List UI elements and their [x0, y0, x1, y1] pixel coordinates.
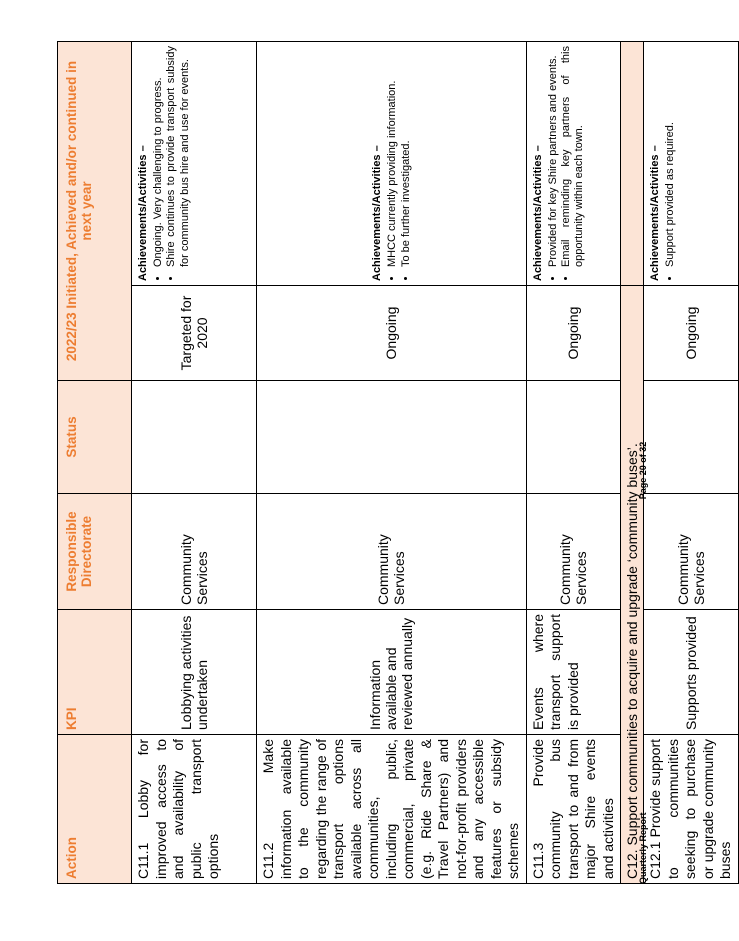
footer-report-title: Quarterly Report	[638, 812, 648, 884]
achievements-cell	[257, 42, 527, 286]
list-item: • Email reminding key partners of this opportunity within each town.	[560, 46, 587, 267]
header-initiated: 2022/23 Initiated, Achieved and/or continued in next year	[58, 42, 132, 381]
report-table	[57, 41, 739, 884]
header-status: Status	[58, 381, 132, 494]
kpi-cell: Lobbying activities undertaken	[132, 610, 257, 735]
table-row	[644, 42, 739, 884]
responsible-cell: Community Services	[132, 494, 257, 610]
timing-cell: Ongoing	[644, 286, 739, 381]
achievements-cell	[132, 42, 257, 286]
achievements-list	[547, 46, 587, 281]
achievements-title: Achievements/Activities –	[531, 145, 544, 281]
list-item: • MHCC currently providing information.	[386, 46, 399, 267]
header-kpi: KPI	[58, 610, 132, 735]
achievements-title: Achievements/Activities –	[649, 145, 661, 281]
achievements-list	[664, 46, 677, 281]
header-action: Action	[58, 735, 132, 884]
list-item: • Ongoing. Very challenging to progress.	[152, 46, 165, 267]
table-row	[526, 42, 621, 884]
achievements-list	[386, 46, 413, 281]
header-row	[58, 42, 132, 884]
responsible-cell: Community Services	[257, 494, 527, 610]
kpi-cell: Information available and reviewed annually	[257, 610, 527, 735]
footer-page-number: Page 20 of 32	[638, 441, 648, 500]
achievements-cell	[644, 42, 739, 286]
timing-cell: Ongoing	[257, 286, 527, 381]
action-cell: C11.1 Lobby for improved access to and availability of public transport options	[132, 735, 257, 884]
responsible-cell: Community Services	[644, 494, 739, 610]
status-cell	[257, 381, 527, 494]
kpi-cell: Events where transport support is provided	[526, 610, 621, 735]
responsible-cell: Community Services	[526, 494, 621, 610]
status-cell	[132, 381, 257, 494]
table-row	[257, 42, 527, 884]
timing-cell: Targeted for 2020	[132, 286, 257, 381]
status-cell	[644, 381, 739, 494]
list-item: • Shire continues to provide transport subsidy for community bus hire and use for events.	[165, 46, 192, 267]
timing-cell: Ongoing	[526, 286, 621, 381]
table-row	[132, 42, 257, 884]
list-item: • Provided for key Shire partners and events.	[547, 46, 560, 267]
header-responsible: Responsible Directorate	[58, 494, 132, 610]
list-item: • To be further investigated.	[400, 46, 413, 267]
kpi-cell: Supports provided	[644, 610, 739, 735]
action-cell: C11.3 Provide community bus transport to and from major Shire events and activities	[526, 735, 621, 884]
achievements-list	[152, 46, 192, 281]
list-item: • Support provided as required.	[664, 46, 677, 267]
achievements-cell	[526, 42, 621, 286]
achievements-title: Achievements/Activities –	[137, 145, 149, 281]
section-label: C12. Support communities to acquire and upgrade ‘community buses’.	[621, 286, 644, 884]
action-cell: C11.2 Make information available to the community regarding the range of transport options available across all communities, including public, commercial, private (e.g. Ride Share & Travel Partners) and not-for-profit providers and any accessible features or subsidy schemes	[257, 735, 527, 884]
achievements-title: Achievements/Activities –	[371, 145, 384, 281]
action-cell: C12.1 Provide support to communities seeking to purchase or upgrade community buses	[644, 735, 739, 884]
status-cell	[526, 381, 621, 494]
